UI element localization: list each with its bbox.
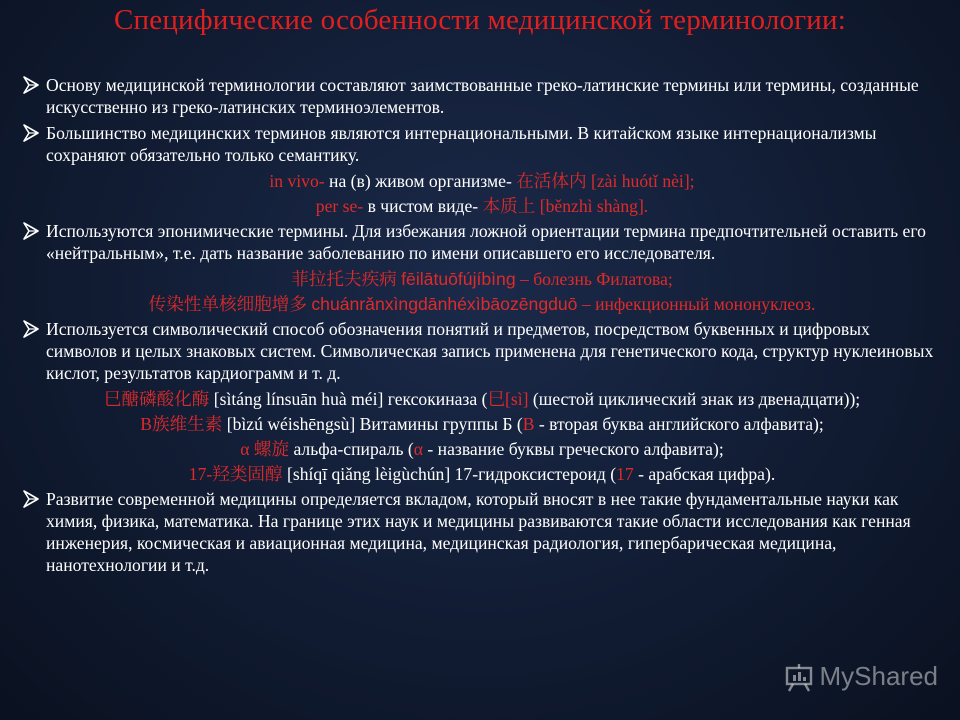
chinese-term: 族维生素 [151,414,223,434]
bullet-2-text: Большинство медицинских терминов являются интернациональными. В китайском языке интернационализмы сохраняют обязательно только семантику. [46,123,877,165]
symbol: α [413,439,423,459]
description: [shíqī qiǎng lèigùchún] 17-гидроксистероид ( [287,464,617,484]
arrow-bullet-icon [22,320,40,338]
russian-translation: на (в) живом организме- [329,171,512,191]
chinese-term: 羟类固醇 [212,464,283,484]
symbol: B [522,414,535,434]
russian-translation: – инфекционный мононуклеоз. [581,294,816,314]
bullet-4-text: Используется символический способ обозначения понятий и предметов, посредством буквенных и цифровых символов и целых знаковых систем. Символическая запись применена для генетического кода, структур нуклеиновых кислот, результатов кардиограмм и т. д. [46,319,934,383]
description: [bìzú wéishēngsù] Витамины группы Б ( [226,414,523,434]
bullet-5-text: Развитие современной медицины определяется вкладом, который вносят в нее такие фундаментальные науки как химия, физика, математика. На границе этих наук и медицины развиваются такие области исследования как генная инженерия, космическая и авиационная медицина, медицинская радиология, гипербарическая медицина, нанотехнологии и т.д. [46,489,911,575]
pinyin: chuánrǎnxìngdānhéxìbāozēngduō [311,294,578,314]
symbol: α [240,439,250,459]
bullet-1 [22,74,942,118]
bullet-2 [22,122,942,166]
chinese-term: 本质上 [482,196,536,216]
example-mononucleosis [22,293,942,316]
description: (шестой циклический знак из двенадцати)); [532,389,861,409]
symbol: 17 [616,464,634,484]
watermark [784,661,939,692]
symbol: 17- [188,464,213,484]
example-alpha-helix [22,438,942,461]
example-hexokinase [22,388,942,411]
pinyin: fēilātuōfújíbìng [401,269,516,289]
pinyin: [běnzhì shàng]. [539,196,649,216]
latin-term: in vivo- [269,171,325,191]
example-vitamin-b [22,413,942,436]
description: - вторая буква английского алфавита); [538,414,824,434]
bullet-3-text: Используются эпонимические термины. Для избежания ложной ориентации термина предпочтительней оставить его «нейтральным», т.е. дать название заболеванию по имени описавшего его исследователя. [46,221,926,263]
russian-translation: в чистом виде- [367,196,479,216]
description: - арабская цифра). [638,464,776,484]
latin-term: per se- [315,196,364,216]
example-per-se [22,195,942,218]
bullet-1-text: Основу медицинской терминологии составляют заимствованные греко-латинские термины или термины, созданные искусственно из греко-латинских терминоэлементов. [46,75,919,117]
chinese-term: 传染性单核细胞增多 [148,294,307,314]
bullet-3 [22,220,942,264]
example-in-vivo [22,170,942,193]
example-hydroxysteroid [22,463,942,486]
presentation-icon [784,662,814,692]
russian-translation: – болезнь Филатова; [520,269,673,289]
pinyin: [zài huótǐ nèi]; [591,171,695,191]
description: - название буквы греческого алфавита); [427,439,724,459]
chinese-term: 在活体内 [516,171,587,191]
arrow-bullet-icon [22,76,40,94]
description: [sìtáng línsuān huà méi] гексокиназа ( [213,389,488,409]
bullet-4 [22,318,942,384]
arrow-bullet-icon [22,124,40,142]
example-filatov [22,268,942,291]
arrow-bullet-icon [22,222,40,240]
chinese-term: 螺旋 [253,439,290,459]
chinese-term: 巳醣磷酸化酶 [103,389,210,409]
arrow-bullet-icon [22,490,40,508]
slide-title: Специфические особенности медицинской терминологии: [114,4,846,36]
chinese-term: 菲拉托夫疾病 [291,269,397,289]
slide-content [22,74,942,580]
symbol: 巳[sì] [487,389,529,409]
description: альфа-спираль ( [293,439,414,459]
watermark-text: MyShared [819,661,938,691]
bullet-5 [22,488,942,576]
symbol: B [140,414,152,434]
